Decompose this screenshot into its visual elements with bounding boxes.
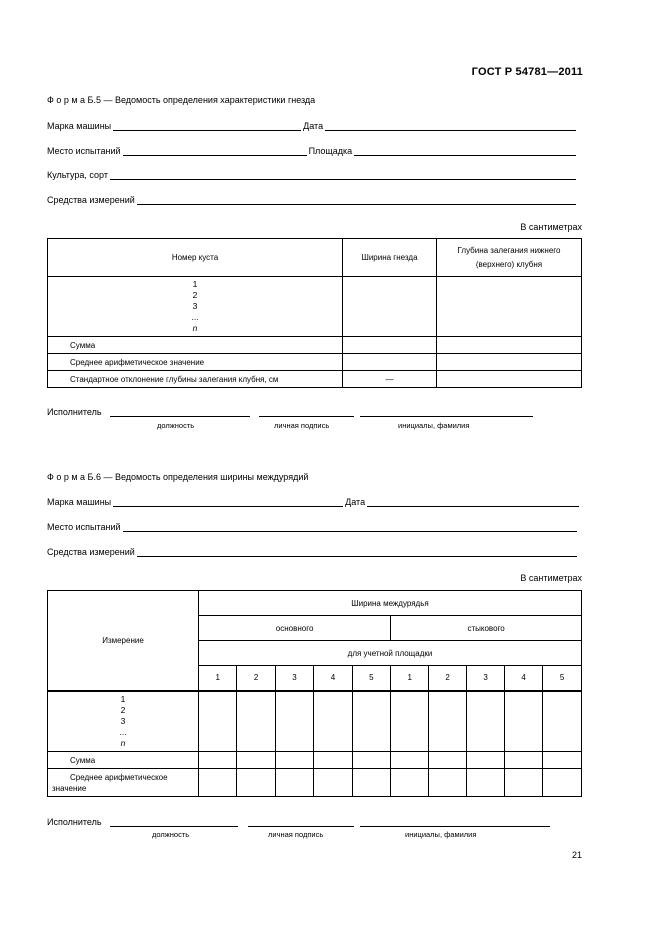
data-cell[interactable] [467, 752, 505, 769]
col-num: 1 [391, 666, 429, 691]
data-cell[interactable] [429, 769, 467, 797]
row-number: 2 [192, 290, 198, 300]
data-cell[interactable] [543, 691, 582, 752]
data-cell[interactable] [391, 691, 429, 752]
data-cell[interactable] [199, 691, 237, 752]
machine-field[interactable] [113, 497, 343, 507]
form5-sign-line[interactable] [259, 415, 354, 417]
data-cell[interactable] [352, 769, 391, 797]
tools-field[interactable] [137, 195, 576, 205]
crop-field[interactable] [110, 170, 576, 180]
data-cell[interactable] [314, 752, 352, 769]
form5-row-machine-date [47, 121, 578, 131]
data-cell[interactable] [467, 691, 505, 752]
form5-row-place-plot [47, 146, 578, 156]
data-cell[interactable] [275, 752, 313, 769]
tools-field[interactable] [137, 547, 577, 557]
machine-label: Марка машины [47, 121, 112, 131]
data-cell[interactable] [391, 752, 429, 769]
date-field[interactable] [325, 121, 576, 131]
form6-row-tools [47, 547, 579, 557]
data-cell[interactable] [437, 337, 582, 354]
col-measure: Измерение [48, 591, 199, 691]
col-bush-number: Номер куста [48, 239, 343, 277]
form5-title: Ф о р м а Б.5 — Ведомость определения характеристики гнезда [47, 95, 316, 105]
tools-label: Средства измерений [47, 547, 135, 557]
form5-table [47, 238, 582, 388]
date-field[interactable] [367, 497, 579, 507]
data-cell[interactable] [343, 277, 437, 337]
col-tuber-depth: Глубина залегания нижнего (верхнего) клубня [437, 239, 582, 277]
data-cell[interactable] [505, 752, 543, 769]
data-cell[interactable] [505, 769, 543, 797]
place-label: Место испытаний [47, 522, 121, 532]
col-num: 2 [237, 666, 275, 691]
col-num: 2 [429, 666, 467, 691]
tools-label: Средства измерений [47, 195, 135, 205]
col-num: 5 [543, 666, 582, 691]
data-cell[interactable] [391, 769, 429, 797]
data-cell[interactable] [437, 277, 582, 337]
data-cell[interactable] [505, 691, 543, 752]
row-number: n [192, 323, 198, 333]
row-number: 1 [192, 279, 198, 289]
data-cell[interactable] [237, 691, 275, 752]
form6-name-caption: инициалы, фамилия [405, 830, 477, 839]
data-cell[interactable] [199, 769, 237, 797]
data-cell[interactable] [314, 691, 352, 752]
row-number: n [120, 737, 126, 748]
form5-sign-caption: личная подпись [274, 421, 330, 430]
date-label: Дата [345, 497, 366, 507]
row-mean: Среднее арифметическое значение [48, 769, 199, 797]
data-cell[interactable] [543, 769, 582, 797]
data-cell[interactable] [343, 354, 437, 371]
place-field[interactable] [123, 522, 577, 532]
row-number: ... [119, 726, 127, 737]
machine-label: Марка машины [47, 497, 112, 507]
plot-field[interactable] [354, 146, 576, 156]
header-plot: для учетной площадки [199, 641, 582, 666]
form6-table [47, 590, 582, 797]
data-cell[interactable] [467, 769, 505, 797]
header-joint: стыкового [391, 616, 582, 641]
col-num: 4 [505, 666, 543, 691]
form6-units: В сантиметрах [520, 573, 582, 583]
form6-position-line[interactable] [110, 825, 238, 827]
col-num: 4 [314, 666, 352, 691]
form6-title: Ф о р м а Б.6 — Ведомость определения ширины междурядий [47, 472, 309, 482]
form5-name-line[interactable] [360, 415, 533, 417]
data-cell[interactable] [429, 752, 467, 769]
plot-label: Площадка [308, 146, 353, 156]
row-mean: Среднее арифметическое значение [48, 354, 343, 371]
numbers-cell [48, 691, 199, 752]
page-number: 21 [571, 850, 582, 860]
machine-field[interactable] [113, 121, 301, 131]
form5-signature-label: Исполнитель [47, 407, 102, 417]
form6-signature-label: Исполнитель [47, 817, 102, 827]
data-cell[interactable] [429, 691, 467, 752]
form5-row-crop [47, 170, 578, 180]
row-number: 3 [120, 715, 126, 726]
row-number: ... [191, 312, 199, 322]
data-cell[interactable] [275, 769, 313, 797]
data-cell[interactable] [237, 752, 275, 769]
data-cell[interactable] [437, 354, 582, 371]
form6-sign-line[interactable] [248, 825, 354, 827]
header-row-width: Ширина междурядья [199, 591, 582, 616]
numbers-cell [48, 277, 343, 337]
data-cell[interactable] [343, 337, 437, 354]
form6-row-place [47, 522, 579, 532]
row-number: 2 [120, 704, 126, 715]
place-label: Место испытаний [47, 146, 121, 156]
row-number: 1 [120, 693, 126, 704]
col-num: 5 [352, 666, 391, 691]
row-std-dev: Стандартное отклонение глубины залегания клубня, см [48, 371, 343, 388]
col-num: 3 [275, 666, 313, 691]
form5-name-caption: инициалы, фамилия [398, 421, 470, 430]
header-main: основного [199, 616, 391, 641]
form6-sign-caption: личная подпись [268, 830, 324, 839]
col-num: 1 [199, 666, 237, 691]
col-num: 3 [467, 666, 505, 691]
data-cell[interactable] [199, 752, 237, 769]
place-field[interactable] [123, 146, 307, 156]
data-cell[interactable] [314, 769, 352, 797]
data-cell[interactable] [352, 691, 391, 752]
row-sum: Сумма [48, 752, 199, 769]
crop-label: Культура, сорт [47, 170, 108, 180]
row-number: 3 [192, 301, 198, 311]
date-label: Дата [303, 121, 324, 131]
form5-units: В сантиметрах [520, 222, 582, 232]
form5-position-line[interactable] [110, 415, 250, 417]
form6-name-line[interactable] [360, 825, 550, 827]
data-cell[interactable] [237, 769, 275, 797]
form5-position-caption: должность [157, 421, 195, 430]
form6-row-machine-date [47, 497, 581, 507]
data-cell[interactable] [352, 752, 391, 769]
dash-cell: — [343, 371, 437, 388]
data-cell[interactable] [437, 371, 582, 388]
data-cell[interactable] [275, 691, 313, 752]
form6-position-caption: должность [152, 830, 190, 839]
row-sum: Сумма [48, 337, 343, 354]
standard-number: ГОСТ Р 54781—2011 [471, 66, 583, 78]
col-nest-width: Ширина гнезда [343, 239, 437, 277]
data-cell[interactable] [543, 752, 582, 769]
form5-row-tools [47, 195, 578, 205]
